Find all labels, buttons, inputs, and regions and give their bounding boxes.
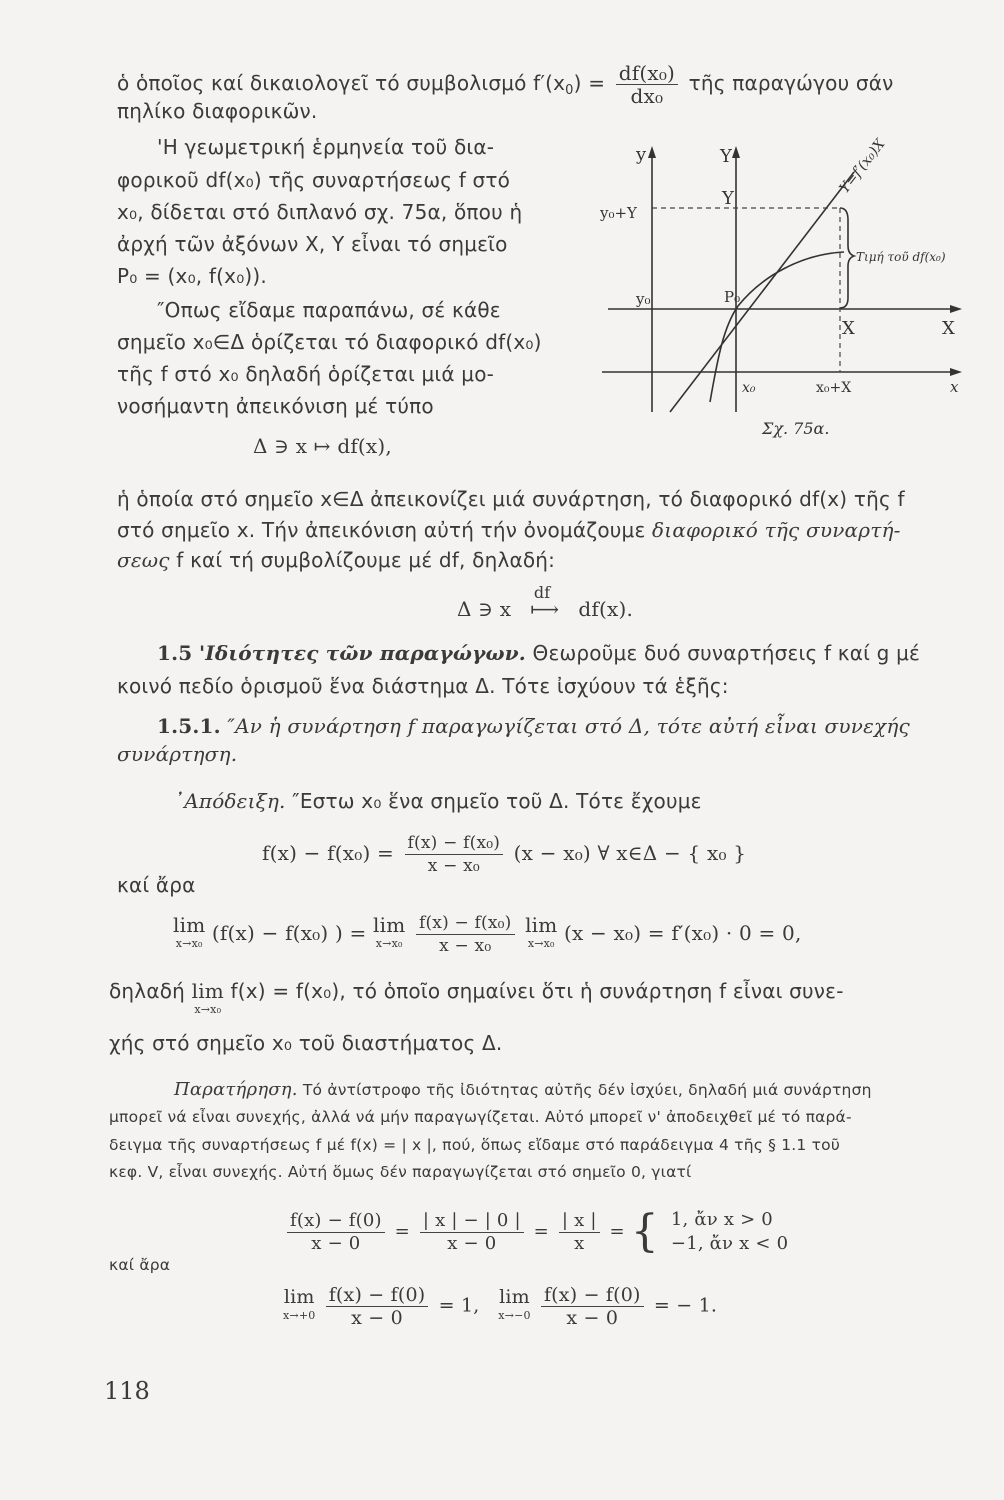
mapping-formula-2: Δ ∋ x df ⟼ df(x). [457,583,634,621]
para3-line: σεως f καί τή συμβολίζουμε μέ df, δηλαδή: [117,548,556,572]
equation-1: f(x) − f(x₀) = $\frac{\text{f(x) − f(x₀)}}{\text{x − x₀}}$ (x − x₀) ∀ x∈Δ − { x₀ } [262,833,747,876]
section-number: 1.5 [157,641,193,665]
abs-equation: $\frac{f(x) - f(0)}{x - 0}$ = $\frac{| x | - | 0 |}{x - 0}$ = $\frac{| x |}{x}$ = { 1, ἄν x > 0 −1, ἄν x < 0 [283,1208,788,1256]
defined-term: διαφορικό τῆς συναρτή- [652,518,901,542]
mapping-arrow: df ⟼ [530,583,560,621]
para2-line: νοσήμαντη ἀπεικόνιση μέ τύπο [117,394,434,418]
kai-ara-2: καί ἄρα [109,1256,171,1274]
para3-line: ἡ ὁποία στό σημεῖο x∈Δ ἀπεικονίζει μιά συνάρτηση, τό διαφορικό df(x) τῆς f [117,487,905,511]
label-df-value: Τιμή τοῦ df(x₀) [856,250,946,264]
label-tangent: Y=f′(x₀)X [836,136,889,197]
para2-line: σημεῖο x₀∈Δ ὁρίζεται τό διαφορικό df(x₀) [117,330,542,354]
label-y0: y₀ [636,290,651,308]
label-Y-top: Y [720,146,732,167]
para1-line: x₀, δίδεται στό διπλανό σχ. 75α, ὅπου ἡ [117,200,523,224]
label-x0: x₀ [742,380,756,396]
top-line-1-c: τῆς παραγώγου σάν [688,71,894,95]
para1-line: 'Η γεωμετρική ἑρμηνεία τοῦ δια- [157,135,495,159]
para2-line: ″Οπως εἴδαμε παραπάνω, σέ κάθε [157,298,501,322]
theorem-line: 1.5.1. ″Αν ἡ συνάρτηση f παραγωγίζεται στό Δ, τότε αὐτή εἶναι συνεχής [157,714,910,738]
mapping-formula-1: Δ ∋ x ↦ df(x), [253,434,392,458]
top-line-1-b: ) = [573,71,606,95]
theorem-number: 1.5.1. [157,714,221,738]
cases: 1, ἄν x > 0 −1, ἄν x < 0 [670,1209,789,1254]
one-sided-limits: lim x→+0 $\frac{f(x) - f(0)}{x - 0}$ = 1, lim x→−0 $\frac{f(x) - f(0)}{x - 0}$ = − 1. [283,1284,718,1329]
proof-label: ᾿Απόδειξη. [174,789,286,813]
figure-caption: Σχ. 75α. [762,419,830,438]
remark-line: Παρατήρηση. Τό ἀντίστροφο τῆς ἰδιότητας αὐτῆς δέν ἰσχύει, δηλαδή μιά συνάρτηση [174,1079,872,1100]
label-X-right: X [942,318,955,339]
remark-line: δειγμα τῆς συναρτήσεως f μέ f(x) = | x |, πού, ὅπως εἴδαμε στό παράδειγμα 4 τῆς § 1.1 τοῦ [109,1136,840,1154]
remark-line: μπορεῖ νά εἶναι συνεχής, ἀλλά νά μήν παραγωγίζεται. Αὐτό μπορεῖ ν' ἀποδειχθεῖ μέ τό παρά- [109,1108,852,1126]
conclusion-line: χής στό σημεῖο x₀ τοῦ διαστήματος Δ. [109,1031,503,1055]
label-X-mid: X [842,318,855,339]
top-line-1: ὁ ὁποῖος καί δικαιολογεῖ τό συμβολισμό $f'(x_0)$ = $\frac{\text{df(x₀)}}{\text{dx₀}}$ τῆς παραγώγου σάν [117,61,894,108]
label-x: x [950,378,959,396]
top-line-1-a: ὁ ὁποῖος καί δικαιολογεῖ τό συμβολισμό f′(x [117,71,566,95]
proof-intro: ᾿Απόδειξη. ″Εστω x₀ ἕνα σημεῖο τοῦ Δ. Τότε ἔχουμε [174,789,702,813]
tangent-figure [592,136,1004,444]
top-line-2: πηλίκο διαφορικῶν. [117,99,318,123]
value-brace [840,208,854,308]
label-y: y [636,144,647,165]
para3-line: στό σημεῖο x. Τήν ἀπεικόνιση αὐτή τήν ὀνομάζουμε διαφορικό τῆς συναρτή- [117,518,901,542]
derivative-fraction: $\frac{\text{df(x₀)}}{\text{dx₀}}$ [616,62,678,107]
para1-line: φορικοῦ df(x₀) τῆς συναρτήσεως f στό [117,168,511,192]
para1-line: ἀρχή τῶν ἀξόνων X, Y εἶναι τό σημεῖο [117,232,508,256]
para1-line: P₀ = (x₀, f(x₀)). [117,264,267,288]
label-P0: P₀ [724,288,741,306]
conclusion-line: δηλαδή lim x→x₀ f(x) = f(x₀), τό ὁποῖο σημαίνει ὅτι ἡ συνάρτηση f εἶναι συνε- [109,979,844,1016]
section-title: 'Ιδιότητες τῶν παραγώγων. [198,641,526,665]
label-x0-plus-X: x₀+X [816,380,852,396]
label-y0-plus-Y: y₀+Y [600,204,637,222]
remark-line: κεφ. V, εἶναι συνεχής. Αὐτή ὅμως δέν παραγωγίζεται στό σημεῖο 0, γιατί [109,1163,692,1181]
section-heading: 1.5 'Ιδιότητες τῶν παραγώγων. Θεωροῦμε δυό συναρτήσεις f καί g μέ [157,641,921,665]
kai-ara-1: καί ἄρα [117,873,196,897]
label-Y-mid: Y [722,188,734,209]
theorem-line: συνάρτηση. [117,742,238,766]
para2-line: τῆς f στό x₀ δηλαδή ὁρίζεται μιά μο- [117,362,495,386]
section-text: κοινό πεδίο ὁρισμοῦ ἕνα διάστημα Δ. Τότε ἰσχύουν τά ἑξῆς: [117,674,729,698]
equation-2: lim x→x₀ (f(x) − f(x₀) ) = lim x→x₀ $\frac{\text{f(x) − f(x₀)}}{\text{x − x₀}}$ lim x→x₀ (x − x₀) = f′(x₀) · 0 = 0, [173,913,802,956]
page-number: 118 [104,1377,150,1405]
remark-label: Παρατήρηση. [174,1079,298,1100]
